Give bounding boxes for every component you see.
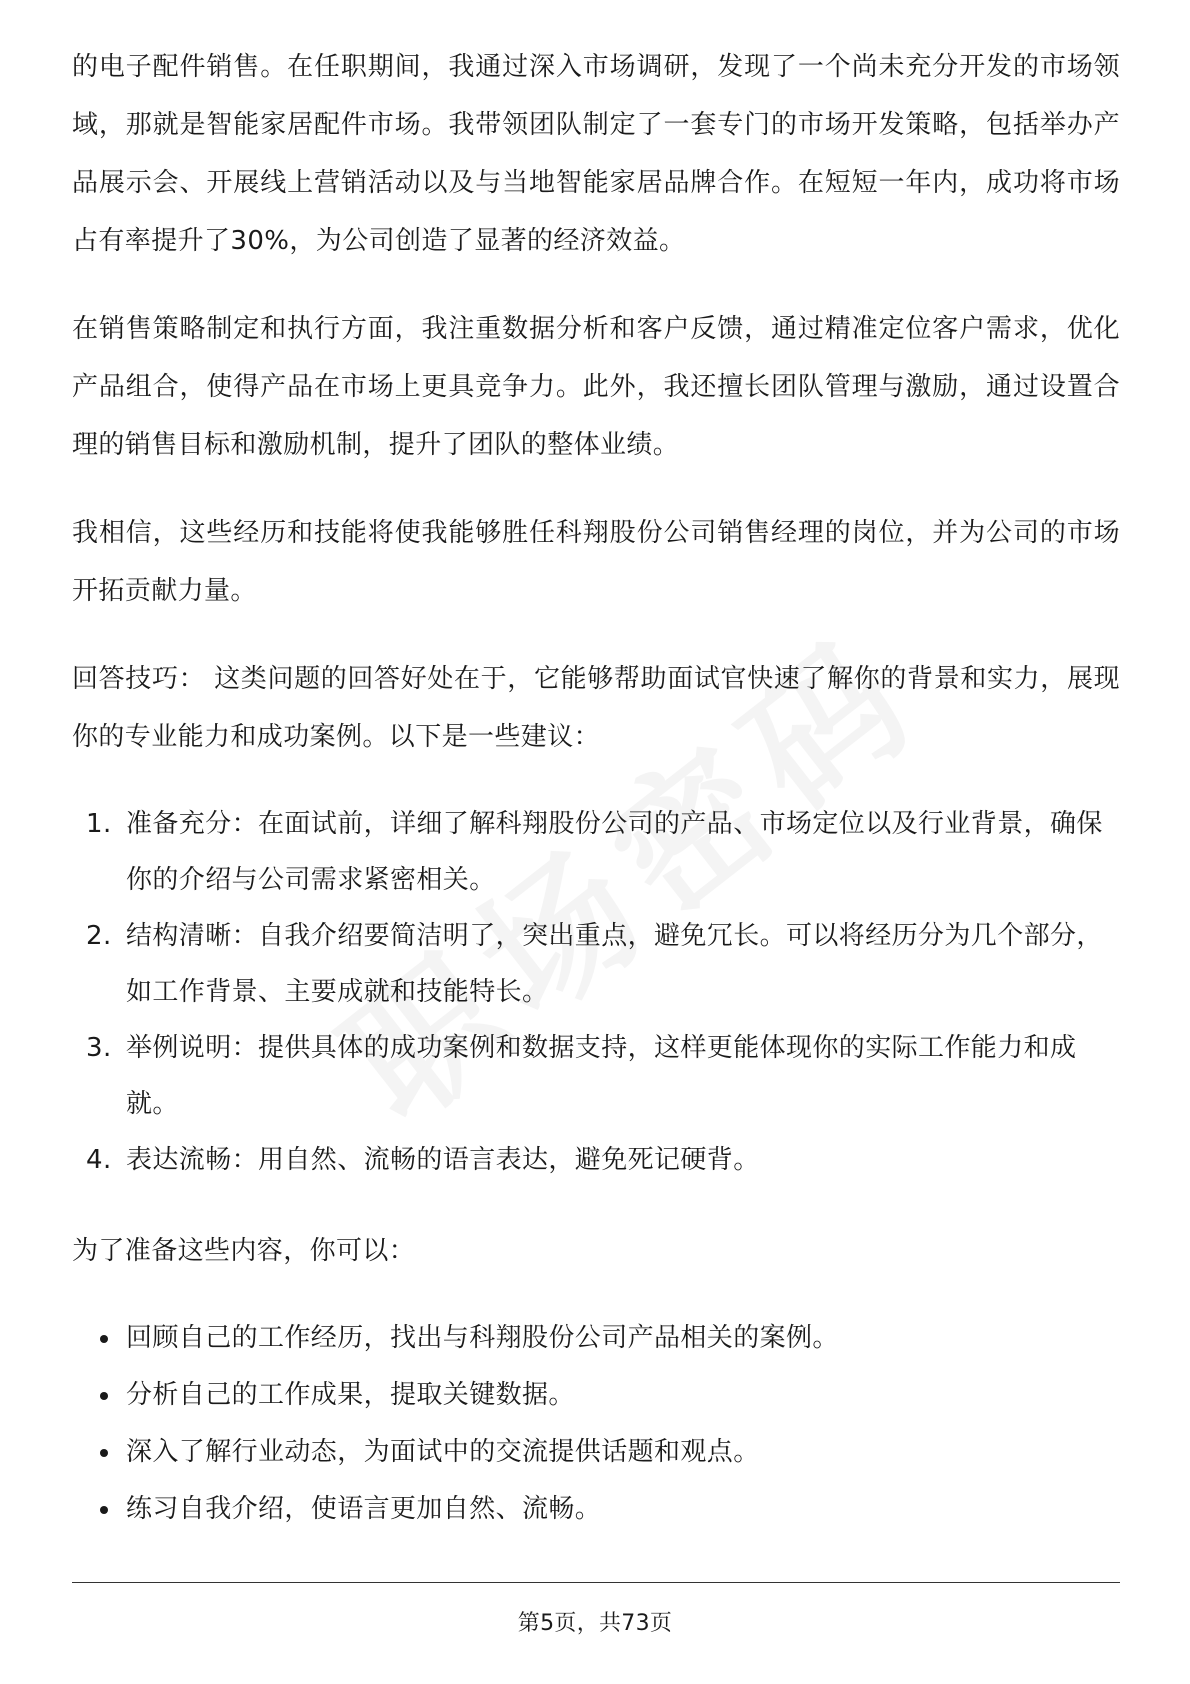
list-number: 1. [86, 809, 112, 839]
list-item [72, 1310, 1120, 1367]
list-item [72, 796, 1120, 908]
paragraph-strategy: 在销售策略制定和执行方面，我注重数据分析和客户反馈，通过精准定位客户需求，优化产品组合，使得产品在市场上更具竞争力。此外，我还擅长团队管理与激励，通过设置合理的销售目标和激励机制，提升了团队的整体业绩。 [72, 314, 1120, 460]
list-text: 表达流畅：用自然、流畅的语言表达，避免死记硬背。 [126, 1145, 760, 1175]
list-number: 3. [86, 1033, 112, 1063]
list-number: 2. [86, 921, 112, 951]
paragraph-answer-tips: 回答技巧： 这类问题的回答好处在于，它能够帮助面试官快速了解你的背景和实力，展现你的专业能力和成功案例。以下是一些建议： [72, 664, 1120, 752]
list-item [72, 1132, 1120, 1188]
list-text: 回顾自己的工作经历，找出与科翔股份公司产品相关的案例。 [126, 1323, 839, 1353]
list-text: 分析自己的工作成果，提取关键数据。 [126, 1380, 575, 1410]
page-number: 第5页，共73页 [517, 1611, 673, 1636]
list-number: 4. [86, 1145, 112, 1175]
bullet-icon [100, 1335, 108, 1343]
bullet-icon [100, 1392, 108, 1400]
list-text: 结构清晰：自我介绍要简洁明了，突出重点，避免冗长。可以将经历分为几个部分，如工作背景、主要成就和技能特长。 [126, 921, 1103, 1007]
paragraph-experience: 的电子配件销售。在任职期间，我通过深入市场调研，发现了一个尚未充分开发的市场领域，那就是智能家居配件市场。我带领团队制定了一套专门的市场开发策略，包括举办产品展示会、开展线上营销活动以及与当地智能家居品牌合作。在短短一年内，成功将市场占有率提升了30%，为公司创造了显著的经济效益。 [72, 52, 1120, 256]
paragraph-prep-intro: 为了准备这些内容，你可以： [72, 1236, 416, 1266]
prep-list [72, 1310, 1120, 1538]
list-text: 深入了解行业动态，为面试中的交流提供话题和观点。 [126, 1437, 760, 1467]
list-text: 举例说明：提供具体的成功案例和数据支持，这样更能体现你的实际工作能力和成就。 [126, 1033, 1077, 1119]
bullet-icon [100, 1506, 108, 1514]
document-body [72, 38, 1120, 1538]
list-item [72, 1020, 1120, 1132]
list-item [72, 1424, 1120, 1481]
list-item [72, 1481, 1120, 1538]
list-text: 练习自我介绍，使语言更加自然、流畅。 [126, 1494, 602, 1524]
tips-list [72, 796, 1120, 1188]
footer-divider [72, 1582, 1120, 1583]
bullet-icon [100, 1449, 108, 1457]
list-item [72, 1367, 1120, 1424]
list-text: 准备充分：在面试前，详细了解科翔股份公司的产品、市场定位以及行业背景，确保你的介绍与公司需求紧密相关。 [126, 809, 1103, 895]
paragraph-conclusion: 我相信，这些经历和技能将使我能够胜任科翔股份公司销售经理的岗位，并为公司的市场开拓贡献力量。 [72, 518, 1120, 606]
list-item [72, 908, 1120, 1020]
